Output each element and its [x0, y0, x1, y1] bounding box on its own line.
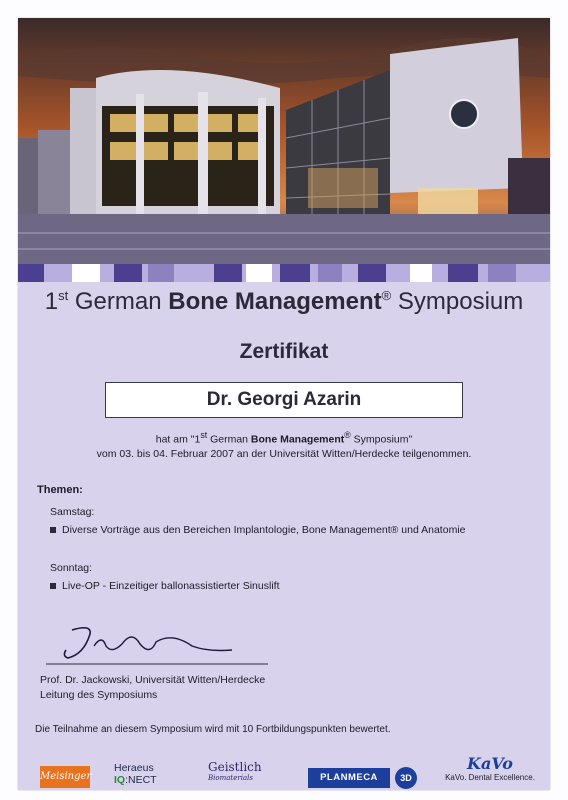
geistlich-subtext: Biomaterials: [208, 774, 253, 782]
heraeus-text: Heraeus: [114, 762, 154, 774]
building-photo: [18, 18, 550, 264]
signature-image: [32, 620, 272, 670]
kavo-mark: KaVo: [467, 754, 513, 773]
credit-points-note: Die Teilnahme an diesem Symposium wird mit 10 Fortbildungspunkten bewertet.: [35, 724, 391, 735]
kavo-logo: [444, 754, 536, 782]
certificate-card: [18, 18, 550, 790]
meisinger-logo: Meisinger: [40, 766, 90, 788]
topics-heading: Themen:: [37, 484, 83, 496]
topic-item-sunday: [50, 580, 279, 592]
decorative-tile-band: [18, 264, 550, 282]
kavo-tagline: KaVo. Dental Excellence.: [445, 773, 535, 782]
topic-text: Diverse Vorträge aus den Bereichen Implantologie, Bone Management® und Anatomie: [62, 524, 466, 536]
topic-item-saturday: [50, 524, 466, 536]
signatory-name: Prof. Dr. Jackowski, Universität Witten/Herdecke: [40, 674, 266, 686]
participation-line-2: vom 03. bis 04. Februar 2007 an der Universität Witten/Herdecke teilgenommen.: [96, 448, 472, 460]
iqnect-text: IQ:NECT: [114, 774, 157, 786]
signatory: [40, 673, 265, 703]
certificate-heading: Zertifikat: [239, 340, 329, 363]
symposium-title: 1st German Bone Management® Symposium: [44, 288, 524, 315]
geistlich-logo: [208, 760, 262, 782]
day-label-sunday: Sonntag:: [50, 562, 93, 574]
signatory-role: Leitung des Symposiums: [40, 689, 158, 701]
planmeca-3d-badge: 3D: [395, 767, 417, 789]
planmeca-logo: PLANMECA: [308, 768, 390, 788]
bullet-square-icon: [50, 527, 56, 533]
sponsor-logos: [18, 754, 550, 790]
participation-line-1: hat am "1st German Bone Management® Symposium": [155, 430, 413, 446]
bullet-square-icon: [50, 583, 56, 589]
recipient-name: Dr. Georgi Azarin: [105, 382, 463, 418]
topic-text: Live-OP - Einzeitiger ballonassistierter Sinuslift: [62, 580, 280, 592]
heraeus-logo: [114, 762, 157, 786]
geistlich-text: Geistlich: [208, 760, 262, 774]
day-label-saturday: Samstag:: [50, 506, 95, 518]
